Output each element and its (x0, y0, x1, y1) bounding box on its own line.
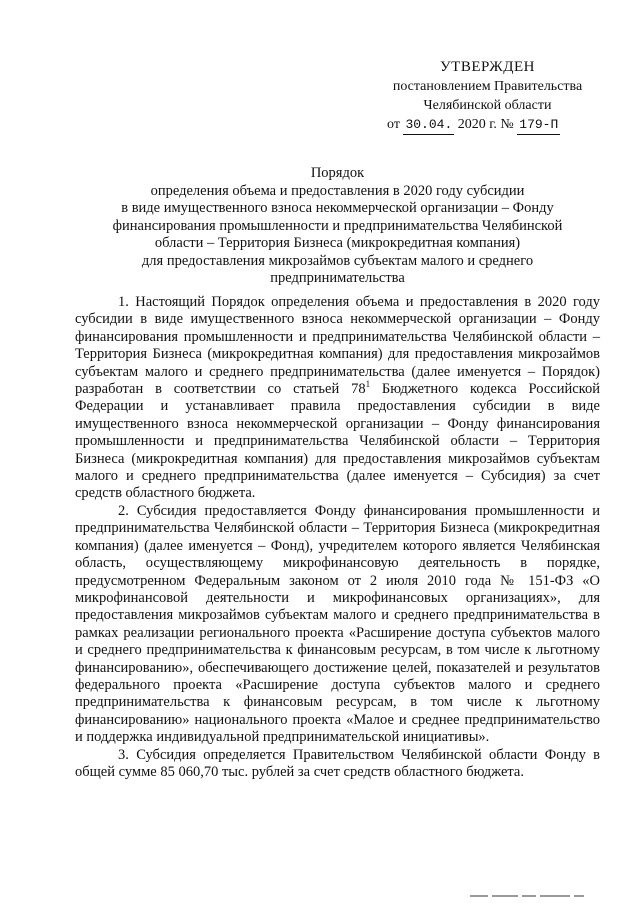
document-title (60, 165, 615, 288)
title-line: определения объема и предоставления в 2020 году субсидии (150, 182, 525, 199)
paragraph-1-text-b: Бюджетного кодекса Российской Федерации и устанавливает правила предоставления субсидии в виде имущественного взноса некоммерческой организации – Фонду финансирования промышленности и предпринимательства Челябинской области – Территория Бизнеса (микрокредитная компания) для предоставления микрозаймов субъектам малого и среднего предпринимательства (далее именуется – Субсидия) за счет средств областного бюджета. (75, 381, 600, 502)
approval-year: 2020 г. № (457, 117, 514, 132)
approval-stamp (380, 58, 595, 135)
title-line: в виде имущественного взноса некоммерческой организации – Фонду (121, 200, 554, 216)
document-body (75, 294, 600, 781)
paragraph-2: 2. Субсидия предоставляется Фонду финансирования промышленности и предпринимательства Челябинской области – Территория Бизнеса (микрокредитная компания) (далее именуется – Фонд), учредителем которого является Челябинская область, осуществляющему микрофинансовую деятельность в порядке, предусмотренном Федеральным законом от 2 июля 2010 года № 151-ФЗ «О микрофинансовой деятельности и микрофинансовых организациях», для предоставления микрозаймов субъектам малого и среднего предпринимательства в рамках реализации регионального проекта «Расширение доступа субъектов малого и среднего предпринимательства к финансовым ресурсам, в том числе к льготному финансированию», обеспечивающего достижение целей, показателей и результатов федерального проекта «Расширение доступа субъектов малого и среднего предпринимательства к финансовым ресурсам, в том числе к льготному финансированию» национального проекта «Малое и среднее предпринимательство и поддержка индивидуальной предпринимательской инициативы». (75, 502, 600, 746)
title-line: для предоставления микрозаймов субъектам малого и среднего (141, 252, 534, 269)
approval-line-1: постановлением Правительства (392, 79, 583, 94)
title-line: области – Территория Бизнеса (микрокредитная компания) (154, 235, 521, 251)
paragraph-1-text-a: 1. Настоящий Порядок определения объема и предоставления в 2020 году субсидии в виде имущественного взноса некоммерческой организации – Фонду финансирования промышленности и предпринимательства Челябинской области – Территория Бизнеса (микрокредитная компания) для предоставления микрозаймов субъектам малого и среднего предпринимательства (далее именуется – Порядок) разработан в соответствии со статьей 78 (75, 294, 600, 398)
approval-dateline (380, 115, 595, 135)
article-superscript: 1 (365, 379, 371, 390)
title-line: предпринимательства (270, 270, 405, 286)
approval-number: 179-П (517, 115, 560, 135)
paragraph-3: 3. Субсидия определяется Правительством Челябинской области Фонду в общей сумме 85 060,70 тыс. рублей за счет средств областного бюджета. (75, 746, 600, 780)
scan-artifact-marks (470, 895, 620, 901)
title-line: Порядок (310, 165, 365, 181)
paragraph-1 (75, 294, 600, 503)
approval-date: 30.04. (403, 115, 454, 135)
approval-heading: УТВЕРЖДЕН (440, 59, 535, 75)
title-line: финансирования промышленности и предпринимательства Челябинской (112, 217, 563, 234)
approval-from: от (387, 117, 400, 132)
approval-line-2: Челябинской области (423, 98, 552, 113)
